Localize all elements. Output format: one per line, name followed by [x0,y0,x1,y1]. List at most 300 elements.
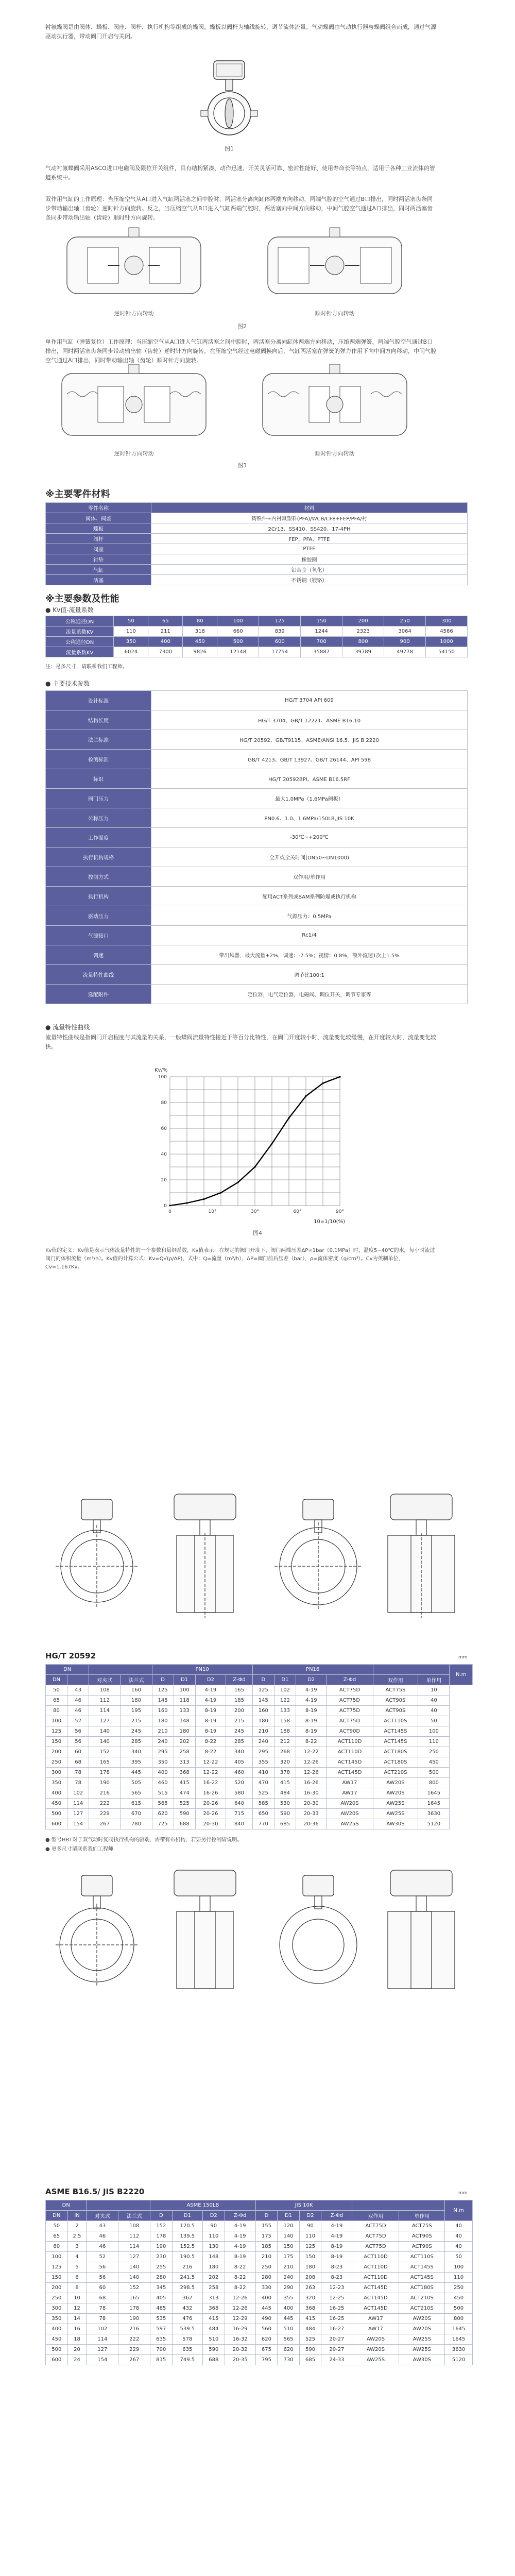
hg-row [46,1696,473,1706]
y-tick-label: 40 [161,1152,167,1157]
tech-param-label: 选配附件 [46,985,151,1004]
tech-param-value: 双作用/单作用 [151,867,468,887]
asme-cell: 730 [278,2355,300,2365]
hg-cell: ACT145D [327,1757,373,1768]
hg-col-header: Z-Φd [226,1675,253,1685]
hg-cell: 80 [46,1706,67,1716]
hg-cell: 50 [46,1685,67,1696]
hg-cell: 12-22 [195,1768,226,1778]
asme-cell: 24 [67,2355,87,2365]
asme-cell: 178 [118,2303,150,2314]
hg-cell: 56 [67,1737,89,1747]
asme-cell: 110 [203,2231,225,2242]
asme-cell: 484 [299,2324,321,2334]
hg-cell: 484 [274,1788,296,1799]
hg-cell: ACT90S [373,1696,418,1706]
asme-cell: 590 [299,2345,321,2355]
hg-row [46,1778,473,1788]
hg-cell: ACT75D [327,1706,373,1716]
asme-cell: 150 [278,2242,300,2252]
asme-cell: 400 [46,2324,68,2334]
hg-col-header: D2 [296,1675,327,1685]
hg-cell: 450 [46,1799,67,1809]
asme-cell: 267 [118,2355,150,2365]
hg-row [46,1716,473,1726]
asme-cell: 152 [118,2283,150,2293]
asme-cell: 445 [278,2314,300,2324]
asme-cell: 12-26 [225,2303,255,2314]
hg-cell: 68 [67,1757,89,1768]
kv-cell: 400 [148,637,183,647]
asme-table-title: ASME B16.5/ JIS B2220 [45,2187,145,2196]
flow-curve-point [339,1076,340,1077]
asme-cell: 120.5 [172,2221,202,2231]
tech-table [45,690,468,1004]
flow-curve-point [322,1082,323,1084]
hg-cell: 615 [121,1799,152,1809]
asme-cell: 685 [299,2355,321,2365]
materials-part: 阀体、阀盖 [46,513,151,523]
materials-part: 气缸 [46,565,151,575]
asme-cell: 230 [150,2252,173,2262]
asme-col-header: D2 [203,2211,225,2221]
asme-cell: 139.5 [172,2231,202,2242]
asme-cell: 345 [150,2283,173,2293]
hg-row [46,1768,473,1778]
hg-cell: 355 [252,1757,274,1768]
hg-cell: 520 [226,1778,253,1788]
hg-cell: ACT145S [373,1737,418,1747]
kv-row-label: 流量系数KV [46,647,114,657]
asme-cell: 8 [67,2283,87,2293]
asme-cell: 400 [255,2293,278,2303]
tech-param-label: 标识 [46,769,151,789]
asme-cell: 620 [255,2334,278,2345]
kv-cell: 9826 [183,647,217,657]
asme-cell: 12-23 [321,2283,352,2293]
hg-cell: 650 [252,1809,274,1819]
kv-row-label: 公称通径DN [46,616,114,626]
hg-cell: 285 [226,1737,253,1747]
tech-param-label: 工作温度 [46,828,151,848]
hg-cell: 8-19 [296,1706,327,1716]
asme-cell: 4 [67,2252,87,2262]
asme-cell: 180 [299,2262,321,2273]
asme-cell: 16-25 [321,2303,352,2314]
kv-cell: 150 [301,616,342,626]
mid-note-1: ● 型号HBT对于双气动时复阀执行机构的驱动，需带有布机构，若要另行控制请说明。 [45,1837,243,1843]
asme-cell: 290 [278,2283,300,2293]
asme-cell: 476 [172,2314,202,2324]
hg-cell: 46 [67,1696,89,1706]
hg-cell: 165 [89,1757,121,1768]
asme-cell: 330 [255,2283,278,2293]
hg-cell: 200 [226,1706,253,1716]
kv-cell: 800 [342,637,384,647]
hg-cell: 8-19 [195,1706,226,1716]
hg-row [46,1726,473,1737]
asme-cell: 597 [150,2324,173,2334]
asme-cell: ACT90S [399,2242,445,2252]
materials-material: 橡胶圈 [151,554,468,565]
asme-cell: 490 [255,2314,278,2324]
hg-cell: 8-22 [296,1737,327,1747]
hg-cell: 590 [274,1809,296,1819]
hg-cell: 685 [274,1819,296,1829]
asme-cell: 178 [150,2231,173,2242]
hg-cell: 585 [252,1799,274,1809]
hg-table-unit: mm [458,1655,468,1660]
hg-cell: 405 [226,1757,253,1768]
asme-cell: 216 [172,2262,202,2273]
hg-cell: AW25S [327,1819,373,1829]
mid-note-2: ● 更多尺寸请联系我们工程师 [45,1846,113,1852]
tech-param-label: 流量特性曲线 [46,965,151,985]
tech-param-label: 控制方式 [46,867,151,887]
asme-cell: 280 [150,2273,173,2283]
hg-cell: 46 [67,1706,89,1716]
hg-cell: 100 [418,1726,450,1737]
hg-cell: 245 [121,1726,152,1737]
hg-cell: 160 [152,1706,174,1716]
asme-cell: ACT180S [399,2283,445,2293]
asme-cell: 165 [118,2293,150,2303]
params-title: ※主要参数及性能 [45,594,119,604]
hg-cell: 590 [174,1809,195,1819]
asme-cell: 140 [118,2273,150,2283]
asme-cell: 100 [445,2262,473,2273]
asme-cell: 148 [203,2252,225,2262]
asme-row [46,2345,473,2355]
asme-cell: 102 [87,2324,118,2334]
y-tick-label: 100 [158,1075,167,1080]
tech-param-value: HG/T 20592BPI、ASME B16.5RF [151,769,468,789]
hg-cell: 295 [152,1747,174,1757]
kv-cell: 100 [217,616,259,626]
hg-cell: 12-22 [296,1747,327,1757]
hg-cell: 188 [274,1726,296,1737]
asme-cell: 1645 [445,2324,473,2334]
asme-cell: 65 [46,2231,68,2242]
asme-cell: 255 [150,2262,173,2273]
asme-cell: 20-27 [321,2345,352,2355]
asme-cell: 229 [118,2345,150,2355]
hg-cell: 125 [46,1726,67,1737]
hg-cell: 4-19 [296,1696,327,1706]
asme-cell: AW25S [352,2355,399,2365]
asme-cell: 320 [299,2293,321,2303]
hg-cell: ACT145D [327,1768,373,1778]
asme-torque-header: N.m [445,2200,473,2221]
asme-cell: ACT145D [352,2283,399,2293]
actuator-figure-3b [258,363,412,446]
hg-cell: 4-19 [195,1685,226,1696]
asme-cell: 510 [203,2334,225,2345]
hg-cell: 100 [46,1716,67,1726]
hg-cell: 395 [121,1757,152,1768]
asme-cell: 535 [150,2314,173,2324]
hg-cell: 565 [152,1799,174,1809]
asme-cell: 620 [278,2345,300,2355]
kv-title: ● Kv值-流量系数 [45,606,94,614]
asme-cell: ACT75D [352,2242,399,2252]
fig2-label: 图2 [237,323,247,330]
hg-cell: 114 [67,1799,89,1809]
hg-row [46,1809,473,1819]
asme-cell: 202 [203,2273,225,2283]
tech-param-label: 阀门压力 [46,789,151,808]
asme-col-header: 法兰式 [118,2211,150,2221]
asme-cell: 16 [67,2324,87,2334]
asme-cell: 140 [118,2262,150,2273]
asme-cell: 14 [67,2314,87,2324]
kv-cell: 35887 [301,647,342,657]
tech-title: ● 主要技术参数 [45,680,90,687]
asme-cell: ACT75D [352,2221,399,2231]
asme-cell: 140 [278,2231,300,2242]
asme-cell: 216 [118,2324,150,2334]
kv-cell: 4566 [426,626,468,637]
asme-cell: 10 [67,2293,87,2303]
hg-col-header: 法兰式 [121,1675,152,1685]
asme-row [46,2293,473,2303]
tech-param-label: 执行机构 [46,887,151,906]
asme-cell: AW20S [399,2314,445,2324]
hg-cell: 470 [252,1778,274,1788]
flow-curve-point [271,1143,272,1144]
hg-cell: 102 [67,1788,89,1799]
hg-cell: 688 [174,1819,195,1829]
asme-cell: 210 [278,2262,300,2273]
hg-cell: 20-30 [296,1799,327,1809]
hg-cell: 565 [121,1788,152,1799]
materials-table [45,502,468,585]
asme-cell: ACT110D [352,2252,399,2262]
flowchart-desc: 流量特性曲线是指阀门开启程度与其流量的关系，一般蝶阀流量特性接近于等百分比特性，在阀门开度较小时，流量变化较缓慢，在开度较大时，流量变化较快。 [45,1034,436,1050]
asme-cell: 432 [172,2303,202,2314]
asme-cell: 208 [299,2273,321,2283]
hg-torque-header: N.m [450,1665,473,1685]
kv-cell: 39789 [342,647,384,657]
tech-param-value: GB/T 4213、GB/T 13927、GB/T 26144、API 598 [151,750,468,769]
asme-cell: 8-22 [225,2273,255,2283]
hg-row [46,1737,473,1747]
asme-cell: 16-32 [225,2334,255,2345]
hg-cell: 240 [152,1737,174,1747]
kv-cell: 54150 [426,647,468,657]
actuator-figure-3a [57,363,211,446]
hg-cell: 500 [46,1809,67,1819]
hg-group-header [373,1665,450,1675]
hg-cell: 8-19 [296,1726,327,1737]
x-tick-label: 10° [208,1209,217,1214]
flow-curve-point [288,1117,289,1118]
hg-cell: 108 [89,1685,121,1696]
asme-cell: 415 [203,2314,225,2324]
kv-cell: 660 [217,626,259,637]
asme-row [46,2355,473,2365]
y-tick-label: 80 [161,1100,167,1106]
kv-table [45,616,468,657]
hg-cell: 20-36 [296,1819,327,1829]
hg-cell: AW17 [327,1788,373,1799]
asme-col-header: 双作用 [352,2211,399,2221]
kv-cell: 65 [148,616,183,626]
fig2a-caption: 逆时针方向转动 [114,310,154,317]
asme-cell: 450 [46,2334,68,2345]
asme-cell: AW17 [352,2314,399,2324]
hg-col-header: DN [46,1675,67,1685]
hg-cell: 525 [252,1788,274,1799]
asme-col-header: D [150,2211,173,2221]
hg-cell: 127 [67,1809,89,1819]
hg-cell: 715 [226,1809,253,1819]
asme-cell: 175 [255,2231,278,2242]
kv-cell: 50 [114,616,148,626]
asme-cell: 400 [278,2303,300,2314]
asme-cell: 5 [67,2262,87,2273]
hg-cell: 320 [274,1757,296,1768]
hg-cell: ACT110D [327,1737,373,1747]
hg-cell: 5120 [418,1819,450,1829]
asme-cell: AW20S [352,2334,399,2345]
asme-cell: 46 [87,2242,118,2252]
asme-group-header: JIS 10K [255,2200,352,2211]
tech-param-label: 设计标准 [46,691,151,710]
asme-cell: 415 [299,2314,321,2324]
hg-cell: 50 [418,1716,450,1726]
asme-cell: 50 [445,2252,473,2262]
flowchart-caption: 图4 [253,1230,262,1236]
asme-cell: 578 [172,2334,202,2345]
hg-cell: ACT180S [373,1757,418,1768]
asme-cell: 8-22 [225,2262,255,2273]
hg-cell: 725 [152,1819,174,1829]
asme-cell: 258 [203,2283,225,2293]
asme-cell: 525 [299,2334,321,2345]
pneumatic-text-2: 双作用气缸的工作原理：当压缩空气从A口进入气缸两活塞之间中腔时，两活塞分离向缸体两端方向移动，两端气腔的空气通过B口排出，同时两活塞齿条同步带动输出轴（齿轮）逆时针方向旋转。反之，当压缩空气从B口进入气缸两端气腔时，两活塞向中间方向移动，中间气腔空气通过A口排出，同时两活塞齿条同步带动输出轴（齿轮）顺时针方向旋转。 [45,196,433,221]
asme-cell: 185 [255,2242,278,2252]
hg-cell: 780 [121,1819,152,1829]
hg-cell: 152 [89,1747,121,1757]
hg-cell: ACT110S [373,1716,418,1726]
asme-col-header: IN [67,2211,87,2221]
y-tick-label: 60 [161,1126,167,1131]
valve-figure-1 [191,57,268,139]
hg-cell: 127 [89,1716,121,1726]
y-tick-label: 20 [161,1178,167,1183]
asme-cell: 8-19 [321,2252,352,2262]
pneumatic-text-1: 气动衬氟蝶阀采用ASCO进口电磁阀及限位开关组件，具有结构紧凑、动作迅速、开关灵活可靠、密封性能好、使用寿命长等特点，适用于各种工业流体的管道系统中。 [45,165,435,181]
materials-header-part: 零件名称 [46,503,151,513]
hg-cell: 474 [174,1788,195,1799]
x-tick-label: 30° [251,1209,259,1214]
hg-cell: 460 [226,1768,253,1778]
hg-cell: 770 [252,1819,274,1829]
hg-cell: 8-19 [195,1726,226,1737]
materials-part: 蝶板 [46,523,151,534]
asme-cell: 240 [278,2273,300,2283]
asme-row [46,2262,473,2273]
kv-cell: 6024 [114,647,148,657]
tech-param-label: 法兰标准 [46,730,151,750]
hg-col-header: 双作用 [373,1675,418,1685]
hg-cell: 215 [121,1716,152,1726]
asme-cell: 110 [445,2273,473,2283]
hg-cell: 16-30 [296,1788,327,1799]
hg-cell: AW20S [327,1799,373,1809]
asme-row [46,2303,473,2314]
asme-cell: 127 [118,2252,150,2262]
hg-cell: 267 [89,1819,121,1829]
asme-cell: 355 [278,2293,300,2303]
hg-cell: 840 [226,1819,253,1829]
asme-cell: 250 [445,2283,473,2293]
hg-cell: 530 [274,1799,296,1809]
hg-cell: 258 [174,1747,195,1757]
fig3b-caption: 顺时针方向转动 [315,450,355,457]
kv-cell: 839 [259,626,301,637]
materials-part: 阀杆 [46,534,151,544]
hg-col-header: D2 [195,1675,226,1685]
asme-row [46,2221,473,2231]
asme-cell: 56 [87,2262,118,2273]
asme-cell: 4-19 [321,2231,352,2242]
hg-cell: 60 [67,1747,89,1757]
hg-col-header: 对夹式 [89,1675,121,1685]
hg-cell: ACT90D [327,1726,373,1737]
kv-cell: 200 [342,616,384,626]
hg-cell: ACT210S [373,1768,418,1778]
hg-cell: 180 [174,1726,195,1737]
asme-cell: 565 [278,2334,300,2345]
hg-cell: 4-19 [195,1696,226,1706]
tech-param-value: 气源压力：0.5MPa [151,906,468,926]
tech-param-value: 调节比100:1 [151,965,468,985]
hg-cell: 8-22 [195,1737,226,1747]
tech-param-value: 定位器，电气定位器，电磁阀、调位开关，调节专家等 [151,985,468,1004]
asme-cell: 78 [87,2314,118,2324]
hg-cell: 20-30 [195,1819,226,1829]
kv-cell: 1244 [301,626,342,637]
asme-cell: 16-29 [225,2324,255,2334]
asme-col-header: Z-Φd [321,2211,352,2221]
asme-cell: 4-19 [321,2221,352,2231]
hg-cell: 3630 [418,1809,450,1819]
flow-curve-point [237,1181,238,1183]
asme-cell: 56 [87,2273,118,2283]
x-tick-label: 60° [293,1209,302,1214]
materials-part: 活塞 [46,575,151,585]
asme-cell: 241.5 [172,2273,202,2283]
intro-text: 衬氟蝶阀是由阀体、蝶板、阀座、阀杆、执行机构等组成的蝶阀。蝶板以阀杆为轴线旋转，调节流体流量。气动蝶阀由气动执行器与蝶阀组合而成，通过气源驱动执行器，带动阀门开启与关闭。 [45,24,436,40]
hg-col-header: Z-Φd [327,1675,373,1685]
hg-cell: ACT90S [373,1706,418,1716]
asme-cell: 16-27 [321,2324,352,2334]
hg-cell: 640 [226,1799,253,1809]
tech-param-value: HG/T 20592、GB/T9115、ASME/ANSI 16.5、JIS B 2220 [151,730,468,750]
tech-param-value: 全开或全关时间(DN50~DN1000) [151,848,468,867]
asme-row [46,2273,473,2283]
hg-row [46,1747,473,1757]
asme-cell: AW25S [399,2334,445,2345]
asme-cell: 368 [203,2303,225,2314]
hg-cell: 200 [46,1747,67,1757]
asme-row [46,2242,473,2252]
hg-cell: 180 [152,1716,174,1726]
hg-cell: 10 [418,1685,450,1696]
kv-row-label: 公称通径DN [46,637,114,647]
